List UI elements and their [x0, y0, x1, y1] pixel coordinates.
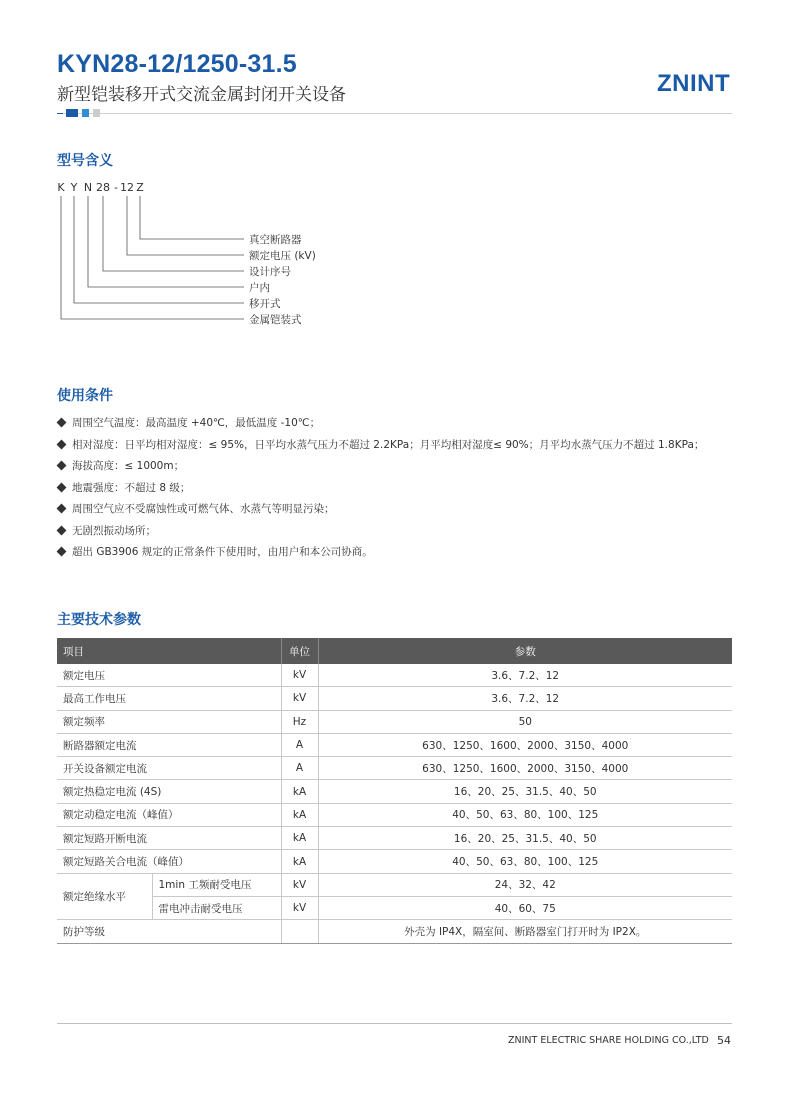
code-part: Y	[70, 181, 78, 194]
table-row	[57, 780, 732, 803]
list-item	[57, 498, 704, 520]
cell-value: 16、20、25、31.5、40、50	[318, 827, 732, 850]
cell-item: 额定热稳定电流 (4S)	[57, 780, 281, 803]
leader-line	[103, 196, 244, 271]
condition-text: 相对湿度：日平均相对湿度：≤ 95%，日平均水蒸气压力不超过 2.2KPa；月平均相对湿度≤ 90%；月平均水蒸气压力不超过 1.8KPa；	[72, 438, 705, 451]
header-value: 参数	[318, 638, 732, 664]
diamond-bullet-icon	[57, 504, 67, 514]
cell-unit: A	[281, 733, 318, 756]
table-row	[57, 803, 732, 826]
cell-subitem: 1min 工频耐受电压	[152, 873, 281, 896]
cell-item: 额定动稳定电流（峰值）	[57, 803, 281, 826]
table-row	[57, 850, 732, 873]
cell-unit: kV	[281, 687, 318, 710]
cell-value: 16、20、25、31.5、40、50	[318, 780, 732, 803]
cell-unit: kV	[281, 664, 318, 687]
cell-item: 额定短路关合电流（峰值）	[57, 850, 281, 873]
cell-item: 最高工作电压	[57, 687, 281, 710]
condition-text: 海拔高度：≤ 1000m；	[72, 460, 185, 473]
cell-item: 断路器额定电流	[57, 733, 281, 756]
cell-value: 630、1250、1600、2000、3150、4000	[318, 733, 732, 756]
list-item	[57, 541, 704, 563]
code-label: 设计序号	[249, 266, 291, 278]
code-label: 金属铠装式	[249, 314, 302, 326]
diamond-bullet-icon	[57, 439, 67, 449]
header-unit: 单位	[281, 638, 318, 664]
table-row	[57, 733, 732, 756]
leader-line	[61, 196, 244, 319]
cell-unit: kA	[281, 803, 318, 826]
table-header-row	[57, 638, 732, 664]
leader-line	[140, 196, 244, 239]
code-part: -	[114, 181, 118, 194]
params-heading: 主要技术参数	[57, 612, 141, 628]
code-label: 户内	[249, 282, 270, 294]
code-label: 移开式	[249, 298, 281, 310]
table-row	[57, 664, 732, 687]
cell-item: 额定电压	[57, 664, 281, 687]
condition-text: 无剧烈振动场所；	[72, 524, 156, 537]
conditions-list	[57, 412, 704, 563]
cell-unit: kA	[281, 780, 318, 803]
leader-line	[88, 196, 244, 287]
page-title: KYN28-12/1250-31.5	[57, 50, 297, 78]
diamond-bullet-icon	[57, 547, 67, 557]
cell-item-group: 额定绝缘水平	[57, 873, 152, 920]
diamond-bullet-icon	[57, 525, 67, 535]
condition-text: 地震强度：不超过 8 级；	[72, 481, 191, 494]
cell-unit	[281, 920, 318, 943]
code-label: 额定电压 (kV)	[249, 250, 316, 262]
cell-item: 额定频率	[57, 710, 281, 733]
code-label: 真空断路器	[249, 234, 302, 246]
header-item: 项目	[57, 638, 281, 664]
table-row	[57, 873, 732, 896]
cell-value: 40、50、63、80、100、125	[318, 850, 732, 873]
conditions-heading: 使用条件	[57, 388, 113, 404]
cell-item: 额定短路开断电流	[57, 827, 281, 850]
diamond-bullet-icon	[57, 418, 67, 428]
list-item	[57, 412, 704, 434]
list-item	[57, 455, 704, 477]
cell-value: 40、50、63、80、100、125	[318, 803, 732, 826]
cell-value: 3.6、7.2、12	[318, 687, 732, 710]
params-table	[57, 638, 732, 944]
code-part: N	[83, 181, 93, 194]
list-item	[57, 477, 704, 499]
cell-unit: A	[281, 757, 318, 780]
diamond-bullet-icon	[57, 482, 67, 492]
brand-logo: ZNINT	[657, 70, 731, 97]
cell-item: 防护等级	[57, 920, 281, 943]
cell-value: 630、1250、1600、2000、3150、4000	[318, 757, 732, 780]
page-number: 54	[717, 1034, 731, 1047]
table-row	[57, 757, 732, 780]
cell-item: 开关设备额定电流	[57, 757, 281, 780]
cell-value: 外壳为 IP4X，隔室间、断路器室门打开时为 IP2X。	[318, 920, 732, 943]
cell-subitem: 雷电冲击耐受电压	[152, 896, 281, 919]
cell-value: 40、60、75	[318, 896, 732, 919]
code-part: Z	[136, 181, 144, 194]
leader-line	[127, 196, 244, 255]
cell-unit: kV	[281, 896, 318, 919]
cell-value: 50	[318, 710, 732, 733]
footer-company: ZNINT ELECTRIC SHARE HOLDING CO.,LTD	[508, 1035, 709, 1046]
page-subtitle: 新型铠装移开式交流金属封闭开关设备	[57, 85, 346, 105]
cell-unit: kA	[281, 850, 318, 873]
table-row	[57, 827, 732, 850]
cell-unit: kV	[281, 873, 318, 896]
code-part: 12	[120, 181, 134, 194]
diamond-bullet-icon	[57, 461, 67, 471]
footer-divider	[57, 1023, 732, 1024]
list-item	[57, 434, 704, 456]
cell-unit: kA	[281, 827, 318, 850]
condition-text: 周围空气应不受腐蚀性或可燃气体、水蒸气等明显污染；	[72, 503, 335, 516]
table-row	[57, 710, 732, 733]
code-part: K	[57, 181, 65, 194]
model-code-leader-lines	[0, 0, 800, 340]
table-row	[57, 920, 732, 943]
table-row	[57, 896, 732, 919]
table-row	[57, 687, 732, 710]
cell-value: 24、32、42	[318, 873, 732, 896]
code-part: 28	[96, 181, 110, 194]
cell-unit: Hz	[281, 710, 318, 733]
list-item	[57, 520, 704, 542]
model-meaning-heading: 型号含义	[57, 153, 113, 169]
condition-text: 超出 GB3906 规定的正常条件下使用时，由用户和本公司协商。	[72, 546, 373, 559]
cell-value: 3.6、7.2、12	[318, 664, 732, 687]
condition-text: 周围空气温度：最高温度 +40℃，最低温度 -10℃；	[72, 417, 321, 430]
